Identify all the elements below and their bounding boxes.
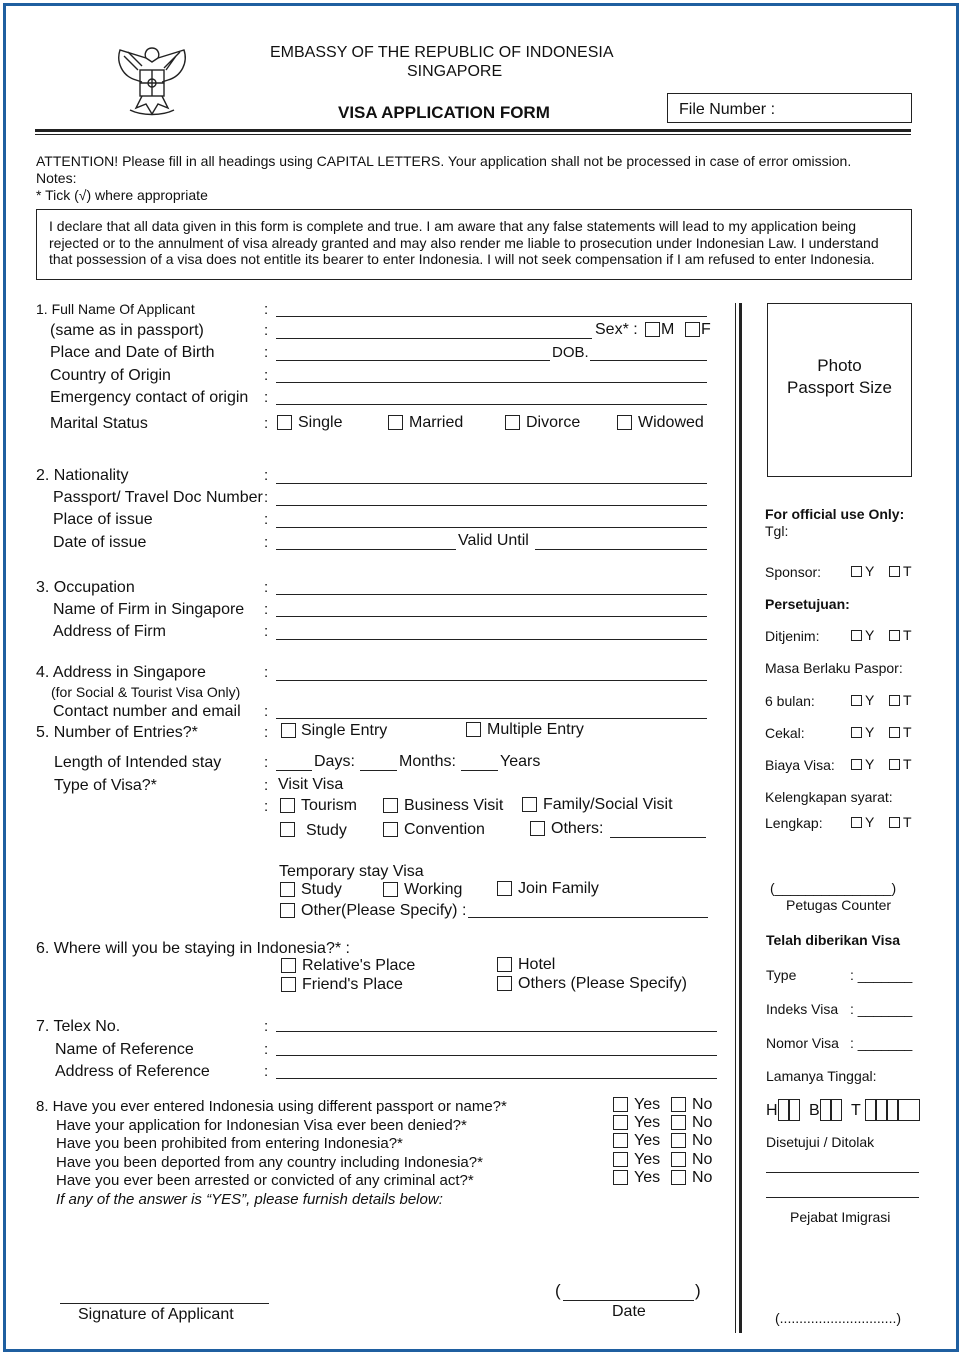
disetujui-label: Disetujui / Ditolak xyxy=(766,1134,875,1150)
marital-widowed-checkbox[interactable] xyxy=(617,415,632,430)
colon: : xyxy=(264,511,269,528)
country-origin-field[interactable] xyxy=(276,382,707,383)
question-2: Have your application for Indonesian Visa ever been denied?* xyxy=(56,1117,467,1134)
biaya-visa-y-option[interactable]: Y xyxy=(851,756,874,772)
other-specify-checkbox[interactable] xyxy=(280,903,295,918)
hotel-checkbox[interactable] xyxy=(497,957,512,972)
telex-label: 7. Telex No. xyxy=(36,1018,121,1035)
b-label: B xyxy=(809,1102,820,1119)
marital-widowed-label: Widowed xyxy=(638,414,704,431)
sponsor-label: Sponsor: xyxy=(765,564,822,580)
q4-no-checkbox[interactable] xyxy=(671,1152,686,1167)
occupation-label: 3. Occupation xyxy=(36,579,135,596)
firm-address-label: Address of Firm xyxy=(53,623,166,640)
colon: : xyxy=(264,579,269,596)
question-3: Have you been prohibited from entering Indonesia?* xyxy=(56,1135,403,1152)
study-visit-checkbox[interactable] xyxy=(280,822,295,837)
length-stay-label: Length of Intended stay xyxy=(54,754,222,771)
date-issue-field[interactable] xyxy=(276,549,456,550)
tgl-label: Tgl: xyxy=(765,523,789,539)
file-number-label: File Number : xyxy=(679,101,776,118)
full-name-field[interactable] xyxy=(276,316,707,317)
colon: : xyxy=(264,489,269,506)
b-digit-box-2[interactable] xyxy=(831,1099,842,1121)
nomor-visa-label: Nomor Visa xyxy=(766,1035,839,1051)
lengkap-y-option[interactable]: Y xyxy=(851,814,874,830)
hotel-label: Hotel xyxy=(518,956,556,973)
lengkap-t-option[interactable]: T xyxy=(889,814,912,830)
pejabat-imigrasi-label: Pejabat Imigrasi xyxy=(790,1209,891,1225)
pejabat-signature-field[interactable]: (..............................) xyxy=(775,1310,902,1326)
colon: : xyxy=(264,389,269,406)
marital-divorce-checkbox[interactable] xyxy=(505,415,520,430)
entries-label: 5. Number of Entries?* xyxy=(36,724,198,741)
visit-visa-label: Visit Visa xyxy=(278,776,344,793)
telah-diberikan-heading: Telah diberikan Visa xyxy=(766,932,901,948)
reference-name-label: Name of Reference xyxy=(55,1041,194,1058)
official-use-heading: For official use Only: xyxy=(765,506,905,522)
q4-no-label: No xyxy=(692,1151,713,1168)
family-social-checkbox[interactable] xyxy=(522,797,537,812)
sex-f-checkbox[interactable] xyxy=(685,322,700,337)
single-entry-label: Single Entry xyxy=(301,722,388,739)
firm-address-field[interactable] xyxy=(276,639,707,640)
years-label: Years xyxy=(500,753,541,770)
colon: : xyxy=(264,344,269,361)
notes-label: Notes: xyxy=(36,170,77,186)
signature-field[interactable] xyxy=(60,1303,269,1304)
biaya-visa-label: Biaya Visa: xyxy=(765,757,835,773)
lengkap-label: Lengkap: xyxy=(765,815,823,831)
t-digit-box-1[interactable] xyxy=(865,1099,876,1121)
q2-no-label: No xyxy=(692,1114,713,1131)
q5-no-label: No xyxy=(692,1169,713,1186)
photo-label: Photo xyxy=(817,356,862,375)
indeks-visa-label: Indeks Visa xyxy=(766,1001,839,1017)
staying-question: 6. Where will you be staying in Indonesia?* : xyxy=(36,940,350,957)
firm-name-label: Name of Firm in Singapore xyxy=(53,601,245,618)
others-visit-checkbox[interactable] xyxy=(530,821,545,836)
emergency-contact-label: Emergency contact of origin xyxy=(50,389,249,406)
colon: : xyxy=(264,1041,269,1058)
petugas-counter-label: Petugas Counter xyxy=(786,897,892,913)
form-title: VISA APPLICATION FORM xyxy=(338,103,550,122)
firm-name-field[interactable] xyxy=(276,616,707,617)
working-label: Working xyxy=(404,881,463,898)
years-field[interactable] xyxy=(461,770,498,771)
others-visit-label: Others: xyxy=(551,820,604,837)
header-rule-thick xyxy=(35,129,911,132)
yes-details-note: If any of the answer is “YES”, please furnish details below: xyxy=(56,1191,443,1208)
q5-yes-label: Yes xyxy=(634,1169,661,1186)
dob-field[interactable] xyxy=(590,360,707,361)
q1-no-label: No xyxy=(692,1096,713,1113)
sex-m-label: M xyxy=(661,321,675,338)
colon: : xyxy=(264,664,269,681)
reference-address-label: Address of Reference xyxy=(55,1063,210,1080)
single-entry-checkbox[interactable] xyxy=(281,723,296,738)
contact-label: Contact number and email xyxy=(53,703,241,720)
enam-bulan-label: 6 bulan: xyxy=(765,693,815,709)
marital-status-label: Marital Status xyxy=(50,415,148,432)
cekal-label: Cekal: xyxy=(765,725,805,741)
days-label: Days: xyxy=(314,753,355,770)
h-digit-box-2[interactable] xyxy=(789,1099,800,1121)
colon: : xyxy=(264,1063,269,1080)
sponsor-t-option[interactable]: T xyxy=(889,563,912,579)
t-digit-box-4[interactable] xyxy=(898,1099,920,1121)
enam-bulan-t-option[interactable]: T xyxy=(889,692,912,708)
working-checkbox[interactable] xyxy=(383,882,398,897)
reference-name-field[interactable] xyxy=(276,1055,717,1056)
declaration-line-3: that possession of a visa does not entitle its bearer to enter Indonesia. I will not seek compensation if I am refused to enter Indonesia. xyxy=(49,251,875,267)
petugas-signature-field[interactable]: (_______________) xyxy=(770,880,897,896)
tick-note: * Tick (√) where appropriate xyxy=(36,187,208,203)
t-digit-box-3[interactable] xyxy=(887,1099,898,1121)
file-number-field[interactable] xyxy=(667,93,912,123)
q3-yes-label: Yes xyxy=(634,1132,661,1149)
occupation-field[interactable] xyxy=(276,594,707,595)
other-specify-label: Other(Please Specify) : xyxy=(301,902,467,919)
question-4: Have you been deported from any country including Indonesia?* xyxy=(56,1154,483,1171)
declaration-line-2: rejected or to the annulment of visa already granted and may also render me liable to prosecution under Indonesian Law. I understand xyxy=(49,235,879,251)
colon: : xyxy=(264,724,269,741)
others-stay-label: Others (Please Specify) xyxy=(518,975,687,992)
column-divider-thin xyxy=(735,303,736,1333)
dob-label: DOB. xyxy=(552,344,589,361)
biaya-visa-t-option[interactable]: T xyxy=(889,756,912,772)
business-visit-label: Business Visit xyxy=(404,797,504,814)
multiple-entry-checkbox[interactable] xyxy=(466,722,481,737)
ditjenim-y-option[interactable]: Y xyxy=(851,627,874,643)
column-divider-thick xyxy=(739,303,742,1333)
b-digit-box-1[interactable] xyxy=(820,1099,831,1121)
q4-yes-label: Yes xyxy=(634,1151,661,1168)
colon: : xyxy=(264,623,269,640)
q3-no-checkbox[interactable] xyxy=(671,1133,686,1148)
t-label: T xyxy=(851,1102,861,1119)
date-right-paren: ) xyxy=(695,1281,701,1300)
sex-m-checkbox[interactable] xyxy=(645,322,660,337)
colon: : xyxy=(264,467,269,484)
friends-place-label: Friend's Place xyxy=(302,976,403,993)
colon: : xyxy=(264,301,269,318)
indeks-visa-field[interactable]: : _______ xyxy=(850,1001,913,1017)
passport-number-field[interactable] xyxy=(276,505,707,506)
colon: : xyxy=(264,777,269,794)
relatives-place-label: Relative's Place xyxy=(302,957,416,974)
type-label: Type xyxy=(766,967,797,983)
q3-no-label: No xyxy=(692,1132,713,1149)
family-social-label: Family/Social Visit xyxy=(543,796,673,813)
passport-name-field[interactable] xyxy=(276,338,592,339)
relatives-place-checkbox[interactable] xyxy=(281,958,296,973)
enam-bulan-y-option[interactable]: Y xyxy=(851,692,874,708)
disetujui-field-1[interactable] xyxy=(766,1172,919,1173)
marital-divorce-label: Divorce xyxy=(526,414,581,431)
telex-field[interactable] xyxy=(276,1031,717,1032)
h-label: H xyxy=(766,1102,778,1119)
declaration-box xyxy=(36,209,912,280)
temporary-stay-label: Temporary stay Visa xyxy=(279,863,424,880)
business-visit-checkbox[interactable] xyxy=(383,798,398,813)
disetujui-field-2[interactable] xyxy=(766,1197,919,1198)
attention-text: ATTENTION! Please fill in all headings using CAPITAL LETTERS. Your application shall not be processed in case of error omission. xyxy=(36,153,852,169)
place-issue-field[interactable] xyxy=(276,527,707,528)
nomor-visa-field[interactable]: : _______ xyxy=(850,1035,913,1051)
sponsor-y-option[interactable]: Y xyxy=(851,563,874,579)
contact-field[interactable] xyxy=(276,718,707,719)
cekal-y-option[interactable]: Y xyxy=(851,724,874,740)
colon: : xyxy=(264,1018,269,1035)
marital-married-label: Married xyxy=(409,414,464,431)
social-tourist-note: (for Social & Tourist Visa Only) xyxy=(51,684,241,700)
multiple-entry-label: Multiple Entry xyxy=(487,721,584,738)
t-digit-box-2[interactable] xyxy=(876,1099,887,1121)
full-name-label: 1. Full Name Of Applicant xyxy=(36,301,195,317)
nationality-label: 2. Nationality xyxy=(36,467,129,484)
date-field[interactable] xyxy=(563,1300,694,1301)
header-rule-thin xyxy=(35,134,911,135)
q2-yes-label: Yes xyxy=(634,1114,661,1131)
colon: : xyxy=(264,601,269,618)
emergency-contact-field[interactable] xyxy=(276,404,707,405)
photo-box xyxy=(767,303,912,477)
garuda-emblem-icon xyxy=(112,40,192,120)
colon: : xyxy=(264,798,269,815)
date-left-paren: ( xyxy=(555,1281,561,1300)
place-issue-label: Place of issue xyxy=(53,511,153,528)
sex-label: Sex* : xyxy=(595,321,638,338)
valid-until-label: Valid Until xyxy=(458,532,529,549)
other-specify-field[interactable] xyxy=(468,917,708,918)
sex-f-label: F xyxy=(701,321,711,338)
question-1: 8. Have you ever entered Indonesia using different passport or name?* xyxy=(36,1098,507,1115)
marital-single-label: Single xyxy=(298,414,343,431)
colon: : xyxy=(264,415,269,432)
q1-no-checkbox[interactable] xyxy=(671,1097,686,1112)
date-label: Date xyxy=(612,1303,646,1320)
q3-yes-checkbox[interactable] xyxy=(613,1133,628,1148)
date-issue-label: Date of issue xyxy=(53,534,147,551)
place-dob-label: Place and Date of Birth xyxy=(50,344,215,361)
q1-yes-checkbox[interactable] xyxy=(613,1097,628,1112)
masa-berlaku-label: Masa Berlaku Paspor: xyxy=(765,660,903,676)
days-field[interactable] xyxy=(276,770,312,771)
nationality-field[interactable] xyxy=(276,483,707,484)
join-family-label: Join Family xyxy=(518,880,599,897)
valid-until-field[interactable] xyxy=(535,549,707,550)
q5-no-checkbox[interactable] xyxy=(671,1170,686,1185)
colon: : xyxy=(264,322,269,339)
question-5: Have you ever been arrested or convicted of any criminal act?* xyxy=(56,1172,474,1189)
address-singapore-label: 4. Address in Singapore xyxy=(36,664,206,681)
months-label: Months: xyxy=(399,753,456,770)
declaration-line-1: I declare that all data given in this form is complete and true. I am aware that any false statements will lead to my application being xyxy=(49,218,856,234)
reference-address-field[interactable] xyxy=(276,1078,717,1079)
tourism-label: Tourism xyxy=(301,797,358,814)
tourism-checkbox[interactable] xyxy=(280,798,295,813)
study-visit-label: Study xyxy=(306,822,347,839)
ditjenim-label: Ditjenim: xyxy=(765,628,820,644)
embassy-name: EMBASSY OF THE REPUBLIC OF INDONESIA xyxy=(270,44,614,61)
colon: : xyxy=(264,754,269,771)
kelengkapan-label: Kelengkapan syarat: xyxy=(765,789,893,805)
type-visa-label: Type of Visa?* xyxy=(54,777,157,794)
same-as-passport-label: (same as in passport) xyxy=(50,322,204,339)
convention-checkbox[interactable] xyxy=(383,822,398,837)
ditjenim-t-option[interactable]: T xyxy=(889,627,912,643)
q2-yes-checkbox[interactable] xyxy=(613,1115,628,1130)
q4-yes-checkbox[interactable] xyxy=(613,1152,628,1167)
friends-place-checkbox[interactable] xyxy=(281,977,296,992)
embassy-city: SINGAPORE xyxy=(407,63,503,80)
passport-number-label: Passport/ Travel Doc Number xyxy=(53,489,263,506)
colon: : xyxy=(264,534,269,551)
type-field[interactable]: : _______ xyxy=(850,967,913,983)
q2-no-checkbox[interactable] xyxy=(671,1115,686,1130)
others-stay-checkbox[interactable] xyxy=(497,976,512,991)
marital-married-checkbox[interactable] xyxy=(388,415,403,430)
colon: : xyxy=(264,703,269,720)
passport-size-label: Passport Size xyxy=(787,378,892,397)
country-origin-label: Country of Origin xyxy=(50,367,171,384)
others-visit-field[interactable] xyxy=(610,837,706,838)
lamanya-tinggal-label: Lamanya Tinggal: xyxy=(766,1068,877,1084)
address-singapore-field[interactable] xyxy=(276,680,707,681)
place-of-birth-field[interactable] xyxy=(276,360,550,361)
join-family-checkbox[interactable] xyxy=(497,881,512,896)
months-field[interactable] xyxy=(360,770,397,771)
h-digit-box-1[interactable] xyxy=(778,1099,789,1121)
convention-label: Convention xyxy=(404,821,485,838)
signature-label: Signature of Applicant xyxy=(78,1306,234,1323)
persetujuan-heading: Persetujuan: xyxy=(765,596,850,612)
temp-study-checkbox[interactable] xyxy=(280,882,295,897)
marital-single-checkbox[interactable] xyxy=(277,415,292,430)
q5-yes-checkbox[interactable] xyxy=(613,1170,628,1185)
cekal-t-option[interactable]: T xyxy=(889,724,912,740)
temp-study-label: Study xyxy=(301,881,342,898)
q1-yes-label: Yes xyxy=(634,1096,661,1113)
colon: : xyxy=(264,367,269,384)
